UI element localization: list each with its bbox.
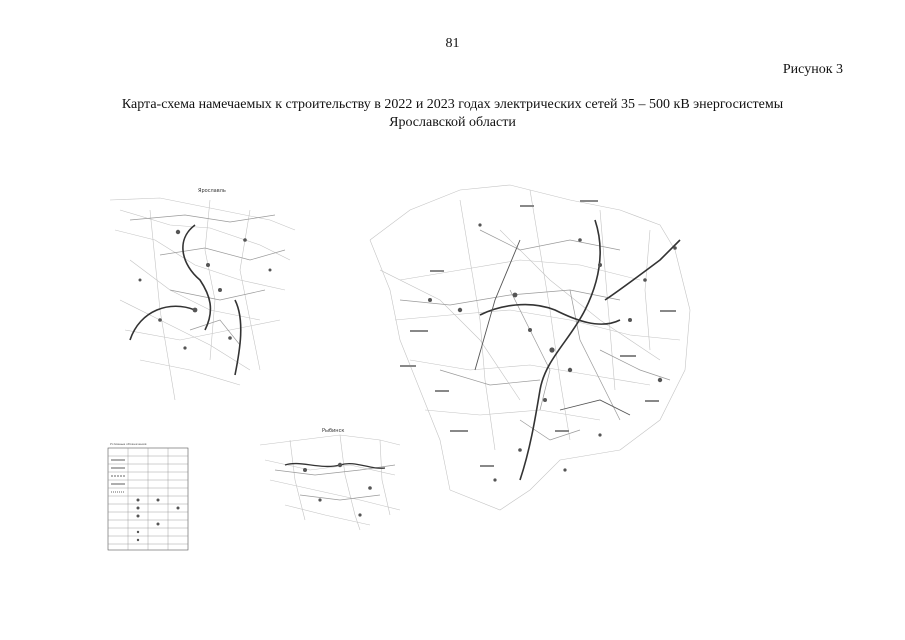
caption-line-2: Ярославской области bbox=[389, 115, 516, 130]
map-legend bbox=[108, 442, 188, 550]
inset-title-bottom: Рыбинск bbox=[322, 428, 345, 434]
page-number: 81 bbox=[445, 36, 460, 51]
inset-map-bottom bbox=[260, 428, 400, 530]
legend-title: Условные обозначения bbox=[110, 442, 147, 446]
caption-line-1: Карта-схема намечаемых к строительству в 2022 и 2023 годах электрических сетей 35 – 500 кВ энергосистемы bbox=[121, 97, 784, 112]
figure-caption bbox=[60, 96, 845, 132]
main-region-map bbox=[370, 185, 690, 510]
inset-title-top-left: Ярославль bbox=[198, 188, 226, 194]
figure-label: Рисунок 3 bbox=[782, 62, 843, 77]
power-grid-map-figure bbox=[100, 170, 710, 570]
inset-map-top-left bbox=[110, 188, 295, 400]
